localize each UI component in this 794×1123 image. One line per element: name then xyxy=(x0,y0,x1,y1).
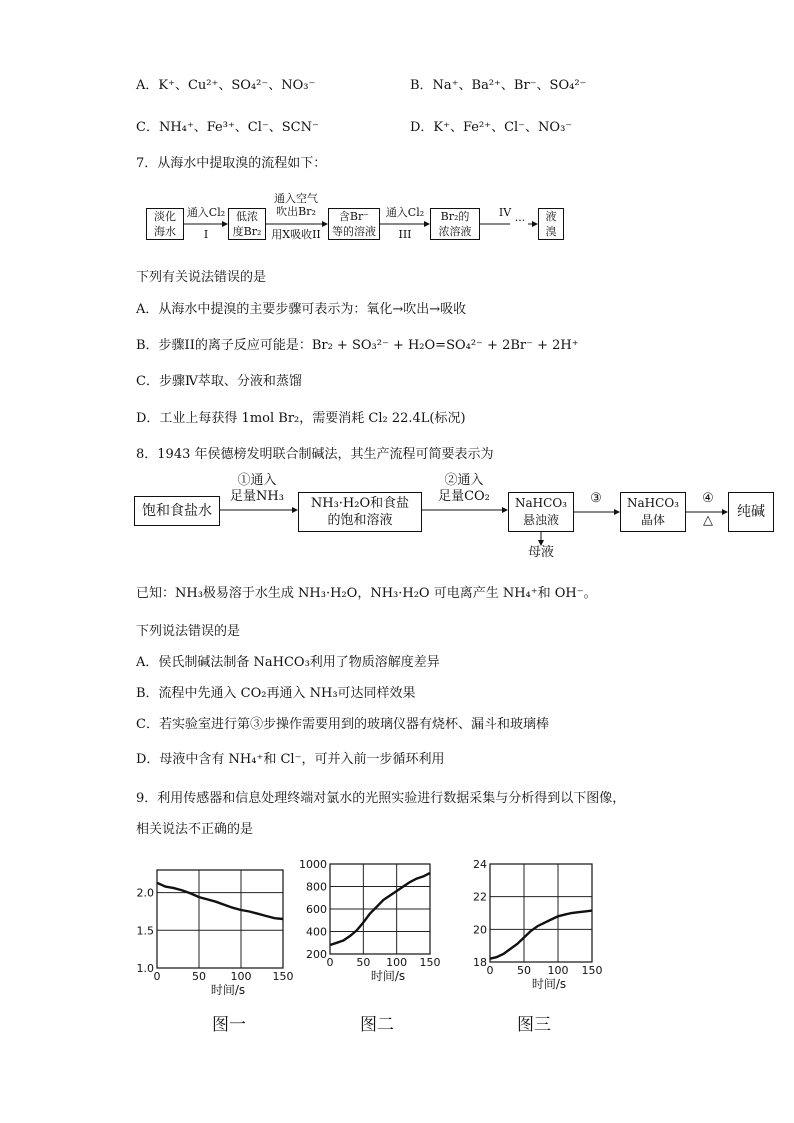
q7-stem: 7．从海水中提取溴的流程如下： xyxy=(136,156,327,171)
y-tick-label: 200 xyxy=(306,948,327,961)
q6-option-d: D．K⁺、Fe²⁺、Cl⁻、NO₃⁻ xyxy=(410,120,573,135)
y-tick-label: 1.0 xyxy=(136,962,154,975)
q7-box1-line2: 海水 xyxy=(154,225,176,238)
q7-box4-line1: Br₂的 xyxy=(440,210,470,223)
x-tick-label: 100 xyxy=(230,970,252,983)
q8-box2-line1: NH₃·H₂O和食盐 xyxy=(310,496,410,511)
chart-caption-3: 图三 xyxy=(517,1015,551,1035)
q7-arrow2-bottom: 用X吸收II xyxy=(271,228,321,241)
y-tick-label: 2.0 xyxy=(136,886,154,900)
q8-box4-line2: 晶体 xyxy=(640,513,665,527)
plot-frame xyxy=(157,870,283,968)
q7-box3-line1: 含Br⁻ xyxy=(338,210,370,223)
q8-arrow4-bottom: △ xyxy=(703,513,713,528)
q8-box3-line2: 悬浊液 xyxy=(522,513,559,527)
chart-caption-1: 图一 xyxy=(212,1015,246,1035)
q8-stem: 8．1943 年侯德榜发明联合制碱法，其生产流程可简要表示为 xyxy=(136,447,494,462)
q8-arrow2-top2: 足量CO₂ xyxy=(438,489,490,504)
q8-box4-line1: NaHCO₃ xyxy=(627,496,679,510)
q7-box3-line2: 等的溶液 xyxy=(332,225,376,238)
x-tick-label: 100 xyxy=(547,964,569,977)
q7-arrows xyxy=(140,192,570,244)
chart-plot xyxy=(137,870,294,997)
chart-plot xyxy=(473,858,603,991)
q7-arrow3-top: 通入Cl₂ xyxy=(385,206,425,219)
q8-arrow2-top1: ②通入 xyxy=(444,473,484,488)
q7-option-b: B．步骤II的离子反应可能是：Br₂ + SO₃²⁻ + H₂O=SO₄²⁻ + 2Br⁻ + 2H⁺ xyxy=(136,338,579,353)
q7-prompt: 下列有关说法错误的是 xyxy=(136,270,267,285)
chart-caption-2: 图二 xyxy=(360,1015,394,1035)
x-axis-label: 时间/s xyxy=(531,977,567,991)
y-tick-label: 22 xyxy=(473,890,487,904)
q7-arrow3-bottom: III xyxy=(398,228,412,241)
q7-option-d: D．工业上每获得 1mol Br₂，需要消耗 Cl₂ 22.4L(标况) xyxy=(136,411,466,426)
q8-arrow1-top2: 足量NH₃ xyxy=(230,489,284,504)
y-tick-label: 1000 xyxy=(299,858,327,871)
y-tick-label: 600 xyxy=(306,903,327,916)
q8-mother-liquor: 母液 xyxy=(527,545,554,560)
y-tick-label: 20 xyxy=(473,923,487,937)
q8-prompt: 下列说法错误的是 xyxy=(136,624,241,639)
x-axis-label: 时间/s xyxy=(210,983,246,997)
q7-arrow4-dots: ··· xyxy=(514,214,526,227)
q7-flowchart xyxy=(140,192,570,244)
q6-option-b: B．Na⁺、Ba²⁺、Br⁻、SO₄²⁻ xyxy=(410,78,587,93)
x-tick-label: 150 xyxy=(419,956,441,969)
q8-arrow1-top1: ①通入 xyxy=(237,473,277,488)
q7-box5-line1: 液 xyxy=(545,210,557,223)
chart-figure-1 xyxy=(125,856,300,1008)
q7-option-c: C．步骤Ⅳ萃取、分液和蒸馏 xyxy=(136,374,302,389)
q7-box2-line2: 度Br₂ xyxy=(232,225,262,238)
x-tick-label: 50 xyxy=(517,964,531,977)
x-tick-label: 50 xyxy=(192,970,206,983)
q8-known: 已知：NH₃极易溶于水生成 NH₃·H₂O，NH₃·H₂O 可电离产生 NH₄⁺和 OH⁻。 xyxy=(136,586,597,601)
q8-box2-line2: 的饱和溶液 xyxy=(327,513,393,528)
q8-arrow3-top: ③ xyxy=(590,491,602,506)
q8-arrow4-top: ④ xyxy=(702,491,714,506)
x-tick-label: 50 xyxy=(356,956,371,969)
series-line xyxy=(157,883,283,919)
x-axis-label: 时间/s xyxy=(370,969,406,983)
chart-figure-3 xyxy=(458,856,608,1008)
q8-option-a: A．侯氏制碱法制备 NaHCO₃利用了物质溶解度差异 xyxy=(136,655,440,670)
q8-flowchart xyxy=(130,474,780,566)
y-tick-label: 18 xyxy=(473,956,487,969)
chart-figure-2 xyxy=(296,856,446,1008)
q9-stem-line1: 9．利用传感器和信息处理终端对氯水的光照实验进行数据采集与分析得到以下图像， xyxy=(136,791,626,806)
q7-box5-line2: 溴 xyxy=(545,225,557,238)
series-line xyxy=(490,911,592,959)
q7-arrow4-top: IV xyxy=(498,206,512,219)
x-tick-label: 0 xyxy=(153,970,161,983)
y-tick-label: 800 xyxy=(306,880,327,894)
q7-arrow2-top2: 吹出Br₂ xyxy=(276,205,316,218)
q6-option-c: C．NH₄⁺、Fe³⁺、Cl⁻、SCN⁻ xyxy=(136,120,319,135)
q8-option-b: B．流程中先通入 CO₂再通入 NH₃可达同样效果 xyxy=(136,686,416,701)
x-tick-label: 0 xyxy=(486,964,494,977)
q8-arrows xyxy=(130,474,780,566)
q8-option-d: D．母液中含有 NH₄⁺和 Cl⁻，可并入前一步循环利用 xyxy=(136,752,445,767)
x-tick-label: 150 xyxy=(581,964,603,977)
q7-option-a: A．从海水中提溴的主要步骤可表示为：氧化→吹出→吸收 xyxy=(136,302,467,317)
x-tick-label: 100 xyxy=(386,956,408,969)
q9-stem-line2: 相关说法不正确的是 xyxy=(136,822,254,837)
q7-arrow1-bottom: I xyxy=(203,228,209,241)
q7-box4-line2: 浓溶液 xyxy=(438,225,472,238)
q7-arrow1-top: 通入Cl₂ xyxy=(186,206,226,219)
q7-box1-line1: 淡化 xyxy=(154,210,176,223)
y-tick-label: 400 xyxy=(306,925,327,939)
y-tick-label: 24 xyxy=(473,858,487,871)
y-tick-label: 1.5 xyxy=(136,924,154,938)
q8-box-soda-ash: 纯碱 xyxy=(728,492,774,532)
q8-box3-line1: NaHCO₃ xyxy=(515,496,567,510)
x-tick-label: 0 xyxy=(326,956,334,969)
q6-option-a: A．K⁺、Cu²⁺、SO₄²⁻、NO₃⁻ xyxy=(136,78,316,93)
x-tick-label: 150 xyxy=(272,970,294,983)
q7-arrow2-top1: 通入空气 xyxy=(274,192,318,205)
q8-box-brine: 饱和食盐水 xyxy=(134,496,220,526)
q7-box2-line1: 低浓 xyxy=(236,210,258,223)
q8-option-c: C．若实验室进行第③步操作需要用到的玻璃仪器有烧杯、漏斗和玻璃棒 xyxy=(136,717,549,732)
chart-plot xyxy=(299,858,441,983)
